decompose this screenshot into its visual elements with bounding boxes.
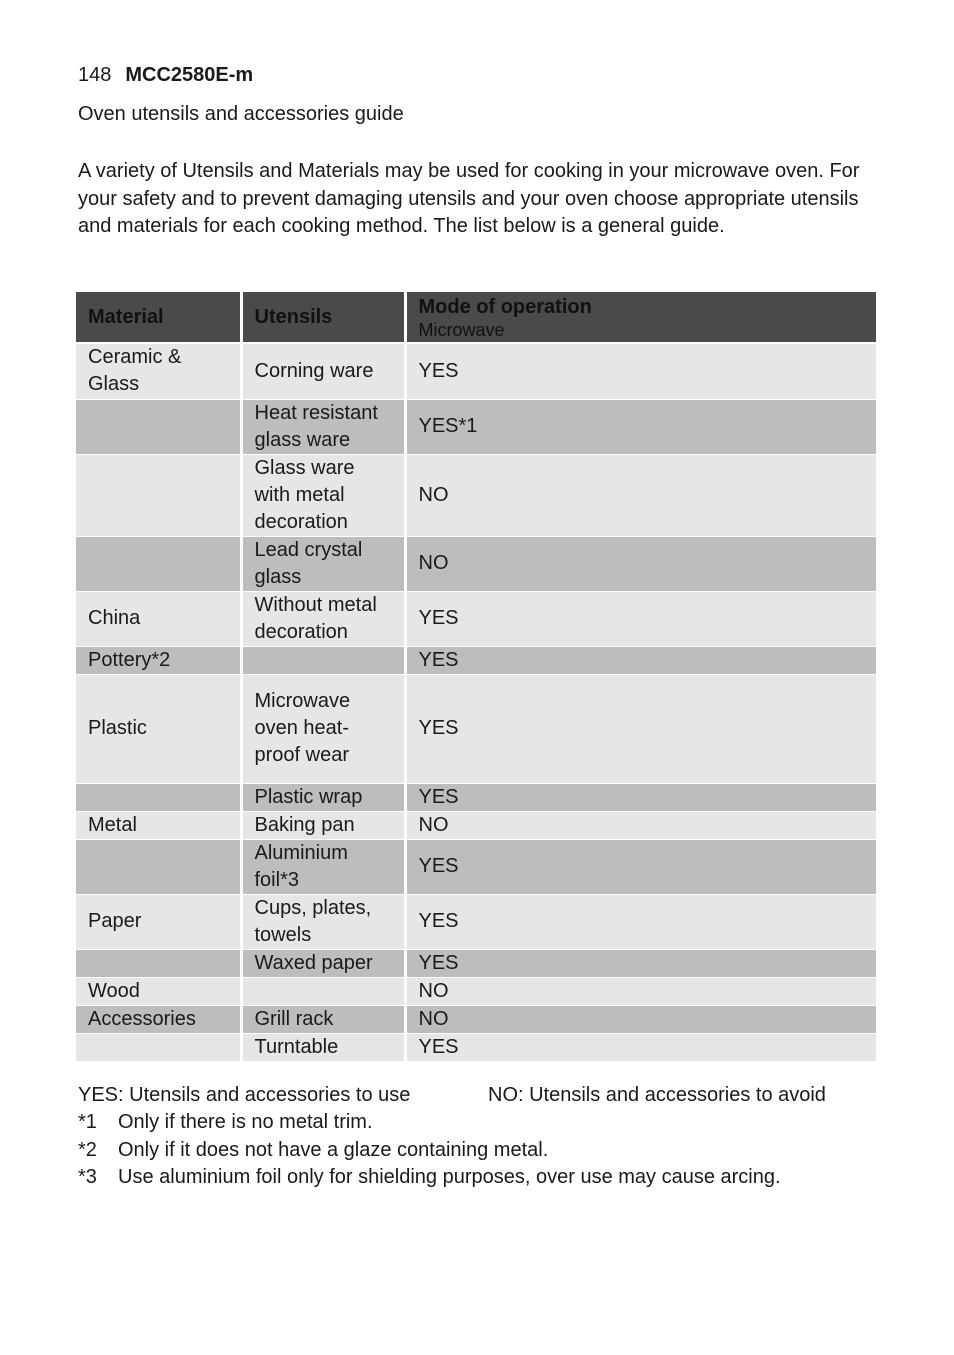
utensil-cell: Corning ware xyxy=(241,343,405,399)
table-header-row xyxy=(76,292,876,343)
material-cell: Metal xyxy=(76,811,241,839)
utensil-cell: Baking pan xyxy=(241,811,405,839)
utensil-cell: Turntable xyxy=(241,1033,405,1061)
model-name: MCC2580E-m xyxy=(125,64,254,86)
table-row xyxy=(76,783,876,811)
footnote-mark: *1 xyxy=(78,1111,97,1133)
table-row xyxy=(76,977,876,1005)
microwave-cell: YES xyxy=(405,674,876,783)
utensil-cell: Waxed paper xyxy=(241,949,405,977)
material-cell: Paper xyxy=(76,894,241,949)
table-row xyxy=(76,536,876,591)
table-body xyxy=(76,343,876,1061)
utensil-cell: Without metal decoration xyxy=(241,591,405,646)
microwave-cell: YES xyxy=(405,343,876,399)
table-row xyxy=(76,894,876,949)
microwave-cell: NO xyxy=(405,977,876,1005)
table-row xyxy=(76,949,876,977)
table-row xyxy=(76,646,876,674)
utensil-cell xyxy=(241,977,405,1005)
material-cell: Wood xyxy=(76,977,241,1005)
material-cell xyxy=(76,839,241,894)
footnote-mark: *2 xyxy=(78,1139,97,1161)
material-cell: Accessories xyxy=(76,1005,241,1033)
microwave-cell: NO xyxy=(405,811,876,839)
microwave-cell: YES xyxy=(405,1033,876,1061)
material-cell xyxy=(76,454,241,536)
section-title: Oven utensils and accessories guide xyxy=(78,103,404,125)
material-cell: Ceramic & Glass xyxy=(76,343,241,399)
utensil-cell: Lead crystal glass xyxy=(241,536,405,591)
material-cell xyxy=(76,949,241,977)
footnote-text: Only if it does not have a glaze containing metal. xyxy=(118,1139,549,1161)
footnote xyxy=(78,1111,373,1134)
microwave-subheader: Microwave xyxy=(418,320,505,340)
utensil-cell: Grill rack xyxy=(241,1005,405,1033)
table-row xyxy=(76,399,876,454)
utensil-cell: Cups, plates, towels xyxy=(241,894,405,949)
material-cell xyxy=(76,399,241,454)
microwave-cell: NO xyxy=(405,454,876,536)
utensil-cell: Plastic wrap xyxy=(241,783,405,811)
material-header: Material xyxy=(76,292,241,343)
mode-header xyxy=(405,292,876,343)
page-number: 148 xyxy=(78,64,112,86)
microwave-cell: YES xyxy=(405,949,876,977)
table-row xyxy=(76,591,876,646)
utensils-header: Utensils xyxy=(241,292,405,343)
material-cell xyxy=(76,783,241,811)
mode-header-label: Mode of operation xyxy=(418,296,592,318)
legend-yes: YES: Utensils and accessories to use xyxy=(78,1084,411,1106)
microwave-cell: NO xyxy=(405,1005,876,1033)
intro-paragraph: A variety of Utensils and Materials may be used for cooking in your microwave oven. For your safety and to prevent damaging utensils and your oven choose appropriate utensils and materials for each cooking method. The list below is a general guide. xyxy=(78,160,860,237)
utensil-cell xyxy=(241,646,405,674)
utensil-cell: Microwave oven heat-proof wear xyxy=(241,674,405,783)
material-cell: China xyxy=(76,591,241,646)
material-cell xyxy=(76,536,241,591)
table-row xyxy=(76,1033,876,1061)
table-row xyxy=(76,454,876,536)
footnote-text: Only if there is no metal trim. xyxy=(118,1111,373,1133)
utensil-cell: Glass ware with metal decoration xyxy=(241,454,405,536)
page-header xyxy=(78,64,253,87)
table-row xyxy=(76,674,876,783)
microwave-cell: YES xyxy=(405,839,876,894)
utensil-cell: Aluminium foil*3 xyxy=(241,839,405,894)
microwave-cell: YES xyxy=(405,591,876,646)
legend xyxy=(78,1084,878,1107)
utensil-cell: Heat resistant glass ware xyxy=(241,399,405,454)
microwave-cell: YES xyxy=(405,783,876,811)
table-row xyxy=(76,839,876,894)
table-row xyxy=(76,343,876,399)
table-row xyxy=(76,811,876,839)
microwave-cell: YES xyxy=(405,894,876,949)
material-cell: Plastic xyxy=(76,674,241,783)
utensils-table xyxy=(76,292,876,1062)
microwave-cell: YES*1 xyxy=(405,399,876,454)
footnote xyxy=(78,1166,781,1189)
microwave-cell: NO xyxy=(405,536,876,591)
legend-no: NO: Utensils and accessories to avoid xyxy=(488,1084,826,1106)
table-row xyxy=(76,1005,876,1033)
material-cell: Pottery*2 xyxy=(76,646,241,674)
footnote-mark: *3 xyxy=(78,1166,97,1188)
microwave-cell: YES xyxy=(405,646,876,674)
footnote xyxy=(78,1139,548,1162)
material-cell xyxy=(76,1033,241,1061)
footnote-text: Use aluminium foil only for shielding purposes, over use may cause arcing. xyxy=(118,1166,781,1188)
